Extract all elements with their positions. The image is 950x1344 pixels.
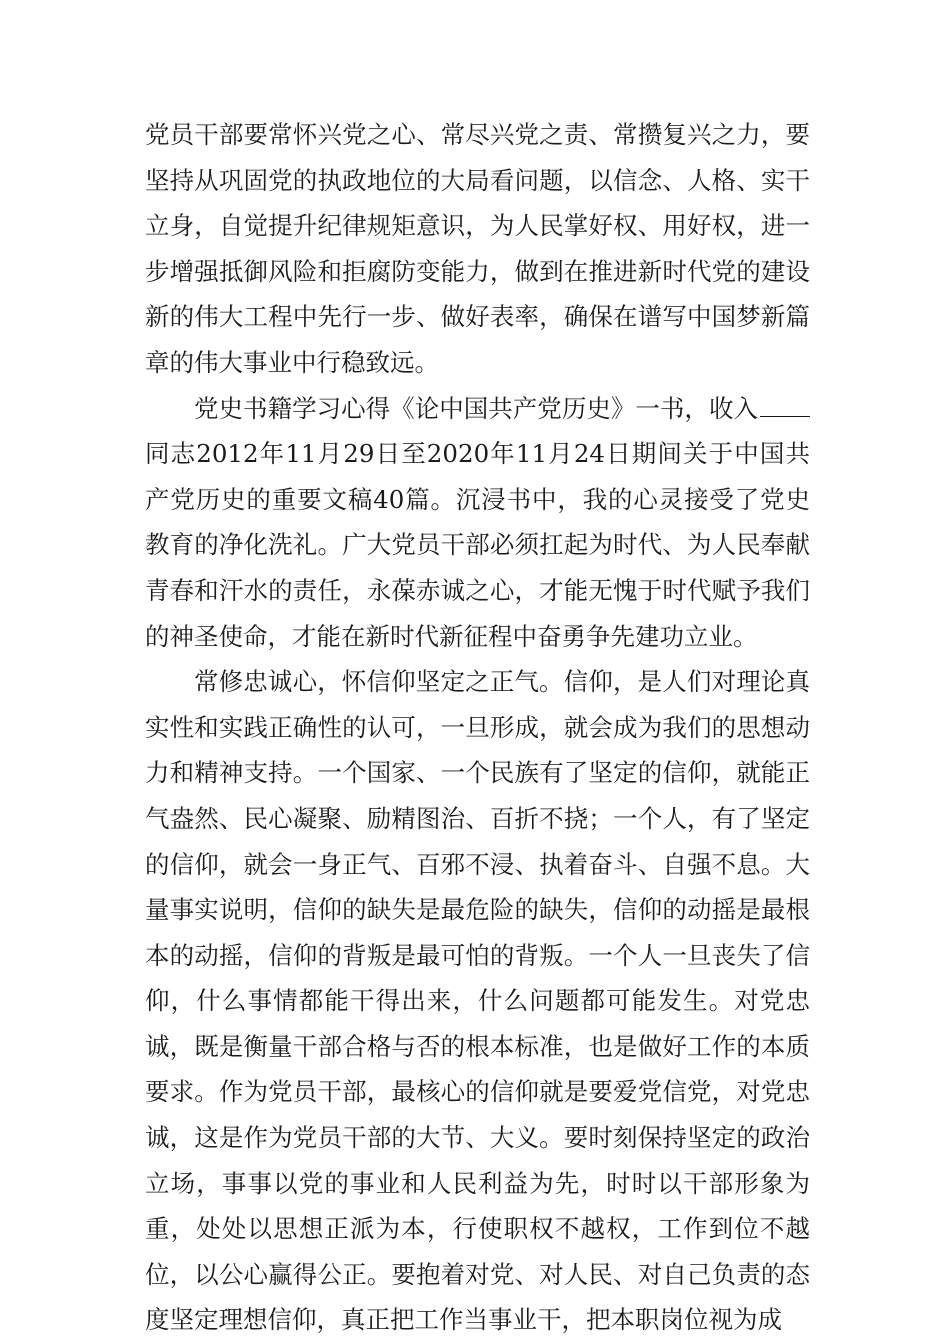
paragraph-2-text-before-blank: 党史书籍学习心得《论中国共产党历史》一书，收入: [194, 393, 758, 423]
paragraph-3: 常修忠诚心，怀信仰坚定之正气。信仰，是人们对理论真实性和实践正确性的认可，一旦形成，就会成为我们的思想动力和精神支持。一个国家、一个民族有了坚定的信仰，就能正气盎然、民心凝聚、励精图治、百折不挠；一个人，有了坚定的信仰，就会一身正气、百邪不浸、执着奋斗、自强不息。大量事实说明，信仰的缺失是最危险的缺失，信仰的动摇是最根本的动摇，信仰的背叛是最可怕的背叛。一个人一旦丧失了信仰，什么事情都能干得出来，什么问题都可能发生。对党忠诚，既是衡量干部合格与否的根本标准，也是做好工作的本质要求。作为党员干部，最核心的信仰就是要爱党信党，对党忠诚，这是作为党员干部的大节、大义。要时刻保持坚定的政治立场，事事以党的事业和人民利益为先，时时以干部形象为重，处处以思想正派为本，行使职权不越权，工作到位不越位，以公心赢得公正。要抱着对党、对人民、对自己负责的态度坚定理想信仰，真正把工作当事业干，把本职岗位视为成: [145, 667, 810, 1335]
document-page: [145, 112, 810, 1343]
paragraph-1: 党员干部要常怀兴党之心、常尽兴党之责、常攒复兴之力，要坚持从巩固党的执政地位的大局看问题，以信念、人格、实干立身，自觉提升纪律规矩意识，为人民掌好权、用好权，进一步增强抵御风险和拒腐防变能力，做到在推进新时代党的建设新的伟大工程中先行一步、做好表率，确保在谱写中国梦新篇章的伟大事业中行稳致远。: [145, 120, 810, 377]
paragraph-2-text-after-blank: 同志2012年11月29日至2020年11月24日期间关于中国共产党历史的重要文稿40篇。沉浸书中，我的心灵接受了党史教育的净化洗礼。广大党员干部必须扛起为时代、为人民奉献青春和汗水的责任，永葆赤诚之心，才能无愧于时代赋予我们的神圣使命，才能在新时代新征程中奋勇争先建功立业。: [145, 439, 810, 651]
fill-in-blank-line: [760, 415, 810, 417]
paragraph-2: [145, 386, 810, 660]
